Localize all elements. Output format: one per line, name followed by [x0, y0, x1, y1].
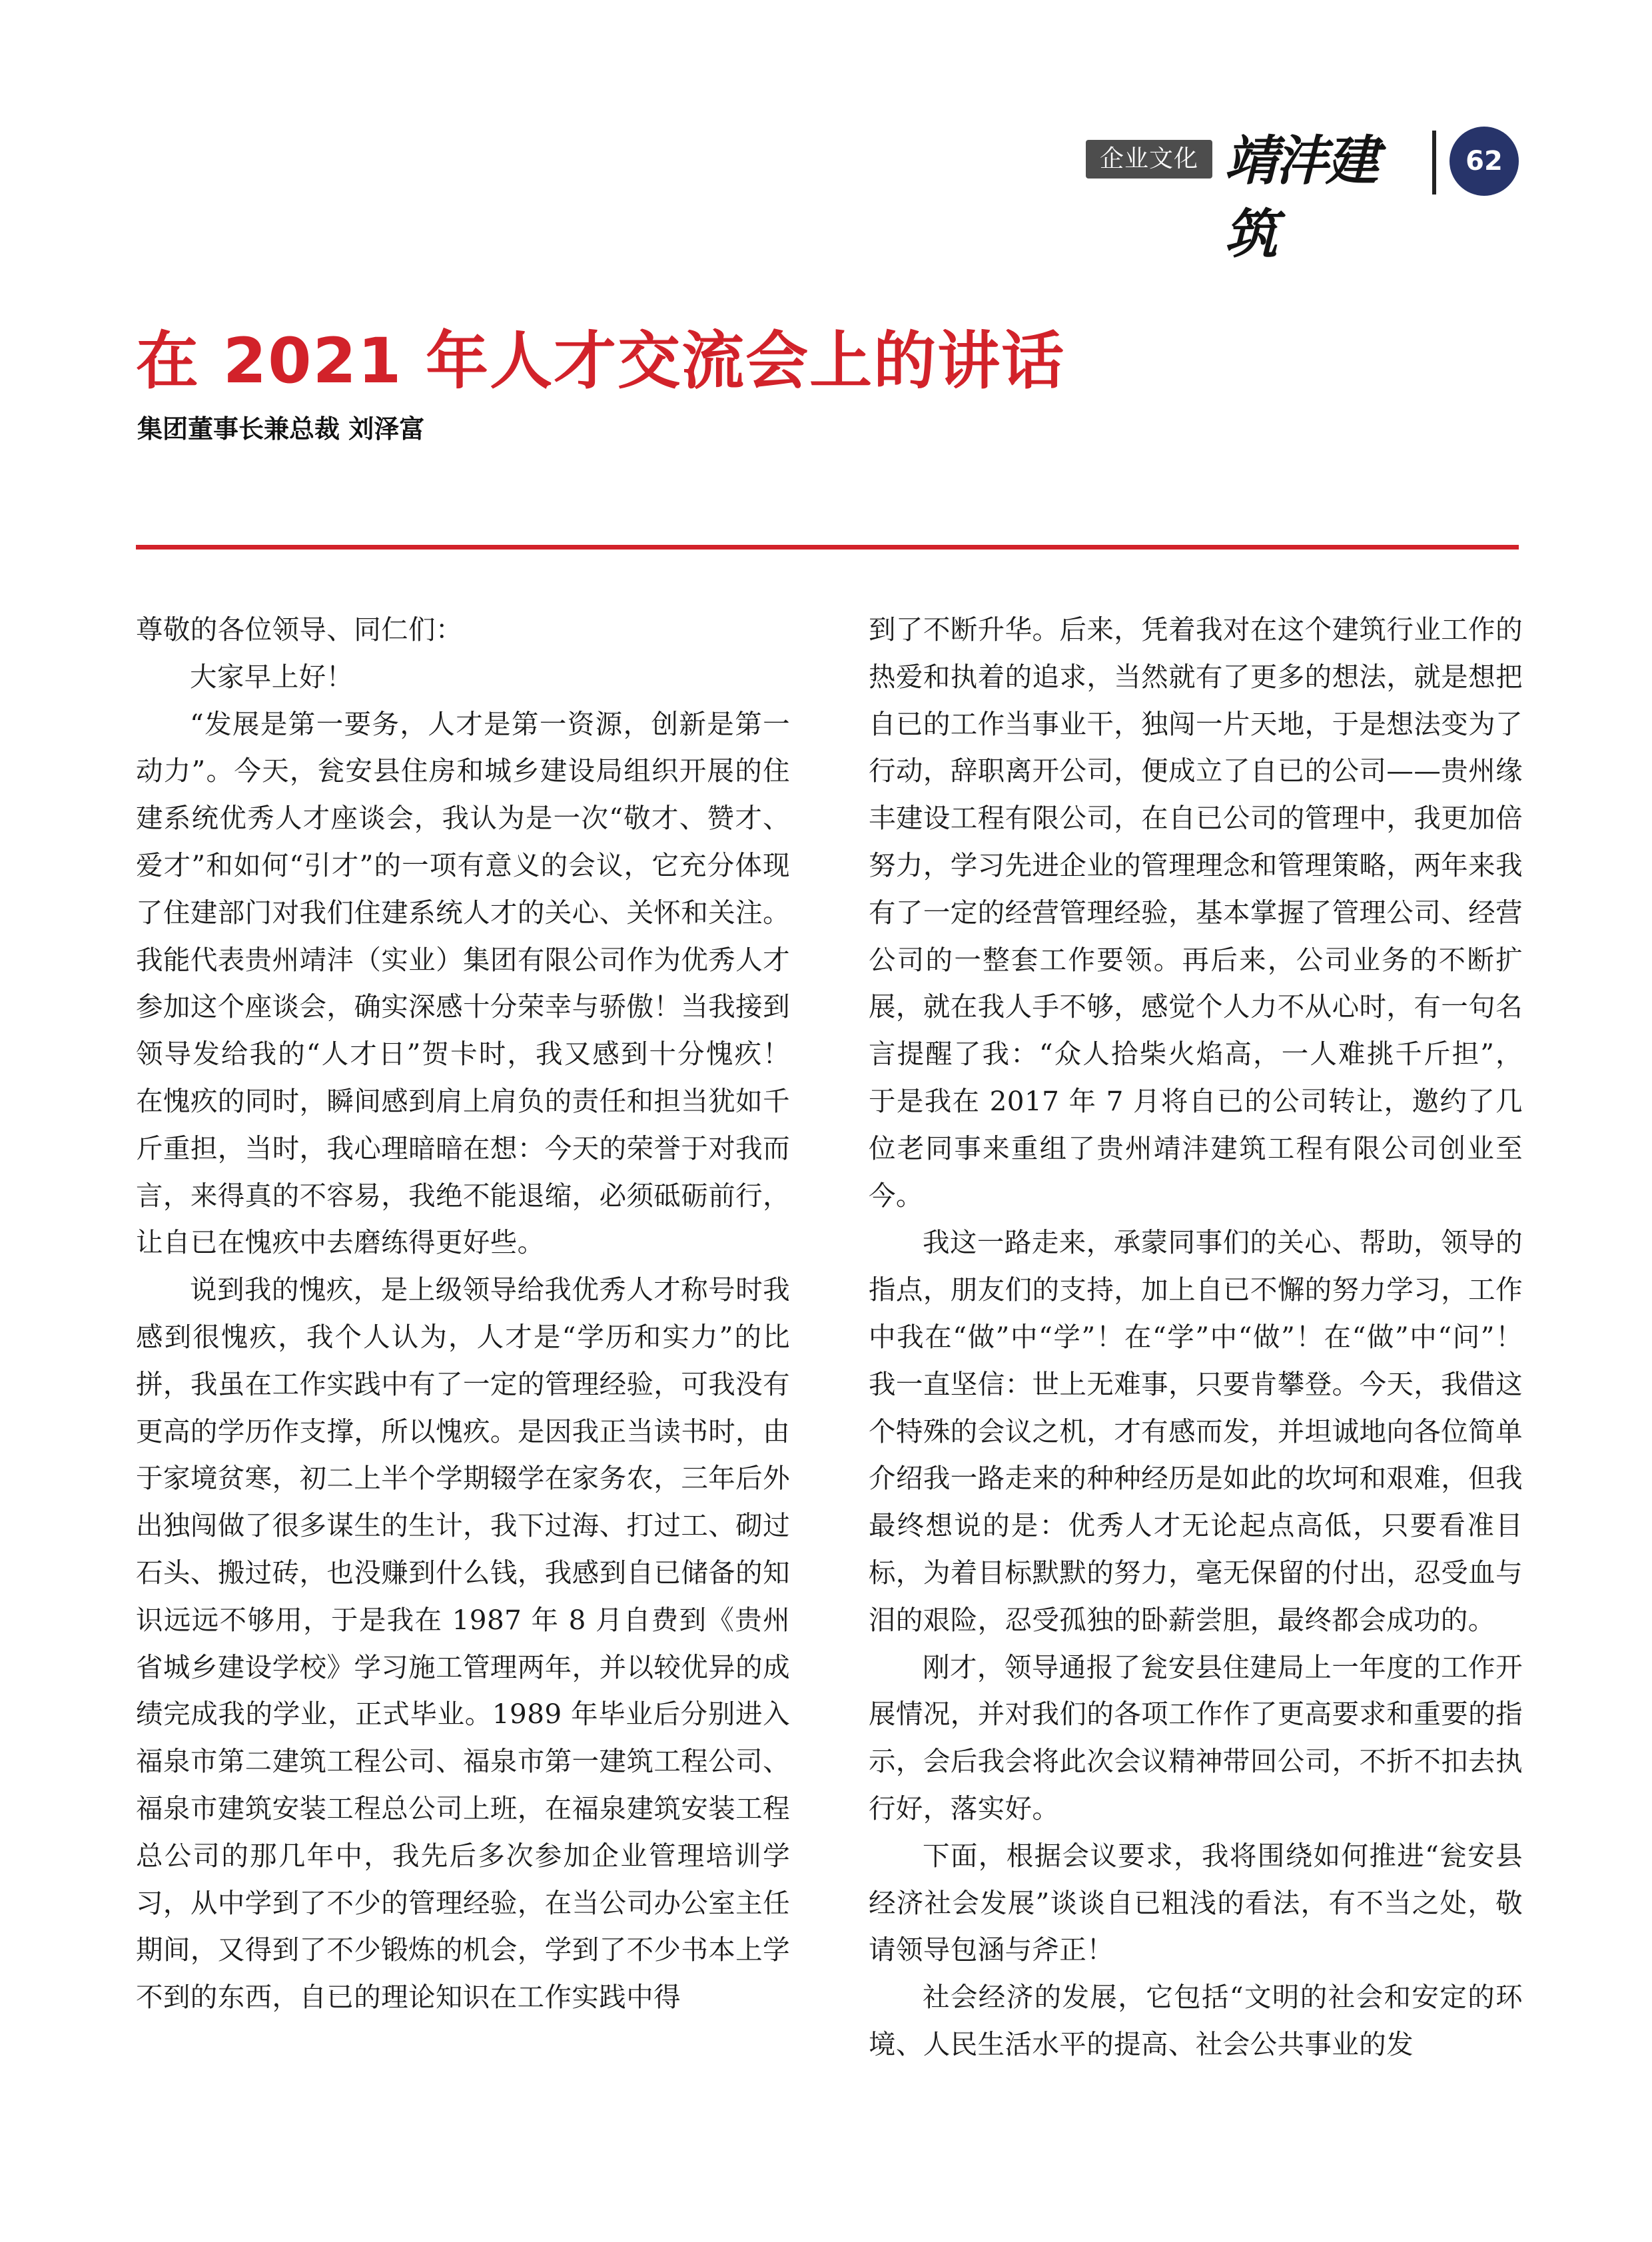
body-paragraph: 社会经济的发展，它包括“文明的社会和安定的环境、人民生活水平的提高、社会公共事业的发: [869, 1981, 1523, 2060]
article-author: 集团董事长兼总裁 刘泽富: [137, 414, 425, 444]
left-text-column: [136, 606, 790, 2218]
right-text-column: [869, 606, 1523, 2218]
page-number-badge: 62: [1449, 127, 1519, 196]
salutation: 尊敬的各位领导、同仁们：: [136, 613, 463, 645]
header-divider: [1432, 131, 1436, 194]
brand-logo-text: 靖沣建筑: [1224, 129, 1376, 265]
body-paragraph-continued: 到了不断升华。后来，凭着我对在这个建筑行业工作的热爱和执着的追求，当然就有了更多的想法，就是想把自已的工作当事业干，独闯一片天地，于是想法变为了行动，辞职离开公司，便成立了自已的公司——贵州缘丰建设工程有限公司，在自已公司的管理中，我更加倍努力，学习先进企业的管理理念和管理策略，两年来我有了一定的经营管理经验，基本掌握了管理公司、经营公司的一整套工作要领。再后来，公司业务的不断扩展，就在我人手不够，感觉个人力不从心时，有一句名言提醒了我：“众人拾柴火焰高，一人难挑千斤担”，于是我在 2017 年 7 月将自已的公司转让，邀约了几位老同事来重组了贵州靖沣建筑工程有限公司创业至今。: [869, 613, 1523, 1212]
body-paragraph: 刚才，领导通报了瓮安县住建局上一年度的工作开展情况，并对我们的各项工作作了更高要求和重要的指示，会后我会将此次会议精神带回公司，不折不扣去执行好，落实好。: [869, 1651, 1523, 1824]
title-divider: [136, 545, 1519, 550]
page-header: [0, 0, 1652, 265]
section-tag: 企业文化: [1086, 140, 1212, 179]
body-paragraph: 说到我的愧疚，是上级领导给我优秀人才称号时我感到很愧疚，我个人认为，人才是“学历和实力”的比拼，我虽在工作实践中有了一定的管理经验，可我没有更高的学历作支撑，所以愧疚。是因我正当读书时，由于家境贫寒，初二上半个学期辍学在家务农，三年后外出独闯做了很多谋生的生计，我下过海、打过工、砌过石头、搬过砖，也没赚到什么钱，我感到自已储备的知识远远不够用，于是我在 1987 年 8 月自费到《贵州省城乡建设学校》学习施工管理两年，并以较优异的成绩完成我的学业，正式毕业。1989 年毕业后分别进入福泉市第二建筑工程公司、福泉市第一建筑工程公司、福泉市建筑安装工程总公司上班，在福泉建筑安装工程总公司的那几年中，我先后多次参加企业管理培训学习，从中学到了不少的管理经验，在当公司办公室主任期间，又得到了不少锻炼的机会，学到了不少书本上学不到的东西，自已的理论知识在工作实践中得: [136, 1274, 790, 2014]
body-paragraph: 下面，根据会议要求，我将围绕如何推进“瓮安县经济社会发展”谈谈自已粗浅的看法，有不当之处，敬请领导包涵与斧正！: [869, 1839, 1523, 1966]
article-title: 在 2021 年人才交流会上的讲话: [136, 325, 1066, 398]
greeting: 大家早上好！: [190, 660, 354, 693]
body-paragraph: 我这一路走来，承蒙同事们的关心、帮助，领导的指点，朋友们的支持，加上自已不懈的努力学习，工作中我在“做”中“学”！在“学”中“做”！在“做”中“问”！我一直坚信：世上无难事，只要肯攀登。今天，我借这个特殊的会议之机，才有感而发，并坦诚地向各位简单介绍我一路走来的种种经历是如此的坎坷和艰难，但我最终想说的是：优秀人才无论起点高低，只要看准目标，为着目标默默的努力，毫无保留的付出，忍受血与泪的艰险，忍受孤独的卧薪尝胆，最终都会成功的。: [869, 1226, 1523, 1636]
body-paragraph: “发展是第一要务，人才是第一资源，创新是第一动力”。今天，瓮安县住房和城乡建设局组织开展的住建系统优秀人才座谈会，我认为是一次“敬才、赞才、爱才”和如何“引才”的一项有意义的会议，它充分体现了住建部门对我们住建系统人才的关心、关怀和关注。我能代表贵州靖沣（实业）集团有限公司作为优秀人才参加这个座谈会，确实深感十分荣幸与骄傲！当我接到领导发给我的“人才日”贺卡时，我又感到十分愧疚！在愧疚的同时，瞬间感到肩上肩负的责任和担当犹如千斤重担，当时，我心理暗暗在想：今天的荣誉于对我而言，来得真的不容易，我绝不能退缩，必须砥砺前行，让自已在愧疚中去磨练得更好些。: [136, 707, 790, 1259]
